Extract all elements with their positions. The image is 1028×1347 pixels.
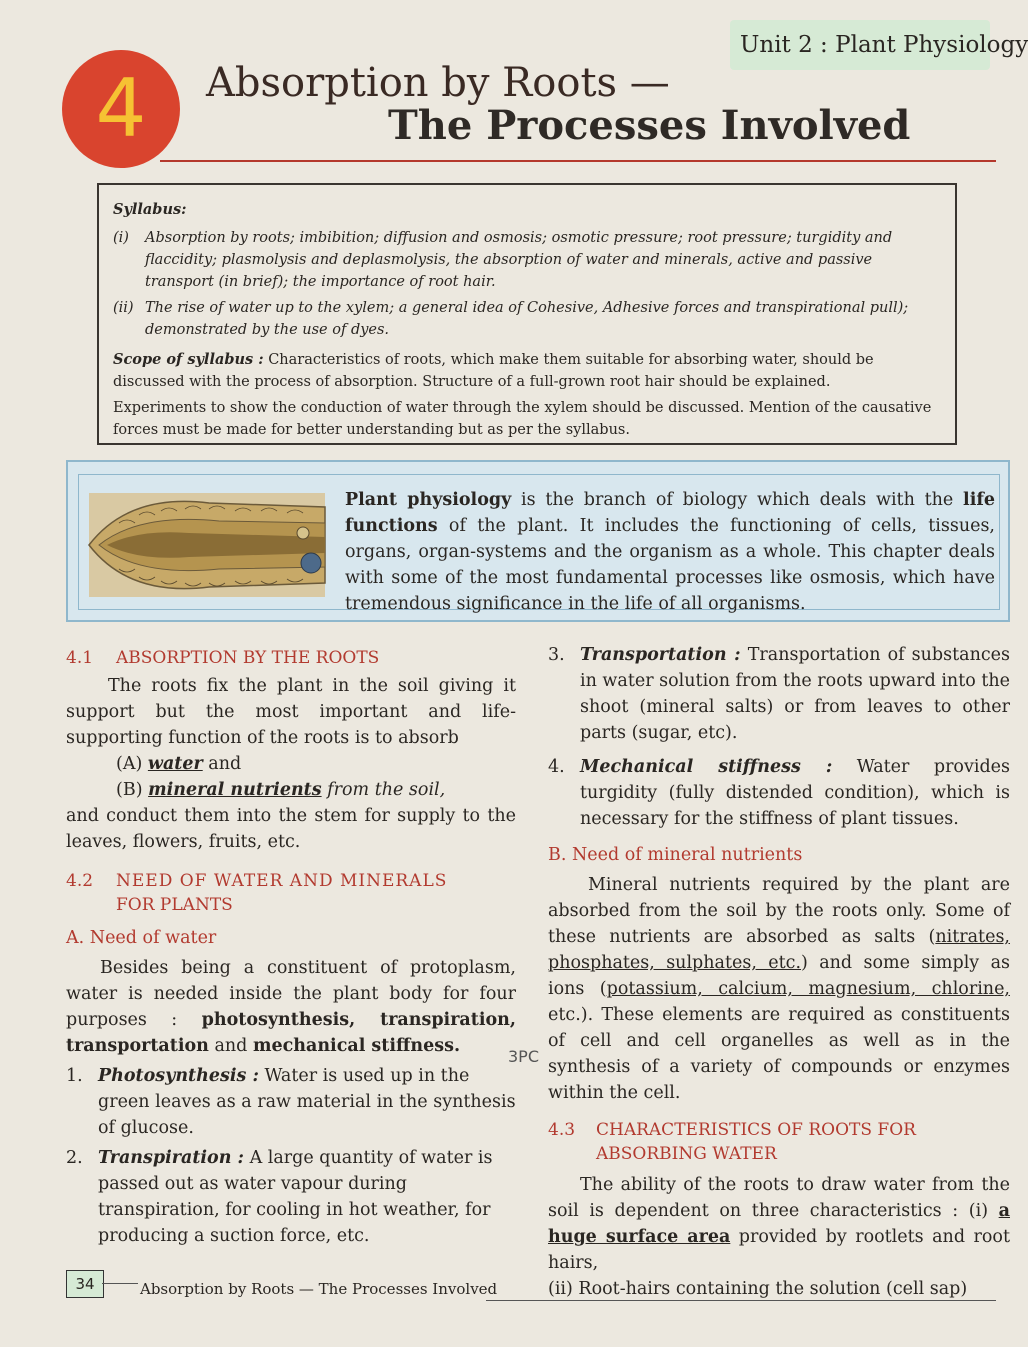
section-4-3-heading bbox=[548, 1118, 1010, 1166]
section-title: ABSORPTION BY THE ROOTS bbox=[116, 648, 380, 668]
title-divider bbox=[160, 160, 996, 162]
item-b-term: mineral nutrients bbox=[148, 780, 322, 800]
intro-box bbox=[66, 460, 1010, 622]
ion-examples: potassium, calcium, magnesium, chlorine, bbox=[606, 979, 1010, 999]
intro-term-life-functions: life functions bbox=[345, 490, 996, 536]
list-number: 2. bbox=[66, 1148, 83, 1168]
syllabus-item-number: (i) bbox=[113, 230, 129, 246]
experiments-paragraph: Experiments to show the conduction of water through the xylem should be discussed. Mention of the causative forces must be made for better understanding but as per the syllabus. bbox=[113, 400, 932, 438]
syllabus-item bbox=[113, 297, 941, 341]
running-footer-title: Absorption by Roots — The Processes Involved bbox=[140, 1280, 498, 1298]
syllabus-item-text: The rise of water up to the xylem; a general idea of Cohesive, Adhesive forces and transpirational pull); demonstrated by the use of dyes. bbox=[145, 300, 909, 338]
list-text bbox=[580, 754, 1010, 832]
section-number: 4.1 bbox=[66, 648, 94, 668]
list-term: Transpiration : bbox=[98, 1148, 245, 1168]
mineral-nutrients-paragraph bbox=[548, 872, 1010, 1106]
subsection-a-heading: A. Need of water bbox=[66, 928, 217, 948]
syllabus-item-text: Absorption by roots; imbibition; diffusion and osmosis; osmotic pressure; root pressure; turgidity and flaccidity; plasmolysis and deplasmolysis, the absorption of water and minerals, active and passive transport (in brief); the importance of root hair. bbox=[145, 230, 893, 290]
syllabus-heading: Syllabus: bbox=[113, 201, 187, 218]
list-term: Transportation : bbox=[580, 645, 741, 665]
scope-label: Scope of syllabus : bbox=[113, 351, 264, 368]
syllabus-box bbox=[97, 183, 957, 445]
list-term: Photosynthesis : bbox=[98, 1066, 259, 1086]
left-column bbox=[66, 645, 516, 1249]
section-title-continued: ABSORBING WATER bbox=[596, 1144, 777, 1164]
list-number: 1. bbox=[66, 1066, 83, 1086]
salt-examples: nitrates, phosphates, sulphates, etc. bbox=[548, 927, 1010, 973]
syllabus-item-number: (ii) bbox=[113, 300, 134, 316]
item-a-rest: and bbox=[202, 754, 242, 774]
need-of-water-text: Besides being a constituent of protoplasm, water is needed inside the plant body for four purposes : bbox=[66, 958, 516, 1030]
intro-paragraph bbox=[345, 487, 995, 617]
section-number: 4.3 bbox=[548, 1120, 576, 1140]
item-a-term: water bbox=[147, 754, 203, 774]
unit-label: Unit 2 : Plant Physiology bbox=[730, 20, 990, 70]
list-text bbox=[98, 1063, 516, 1141]
section-title-continued: FOR PLANTS bbox=[116, 895, 233, 915]
list-item-transportation bbox=[548, 642, 1010, 746]
section-4-2-heading bbox=[66, 869, 516, 917]
list-number: 3. bbox=[548, 645, 565, 665]
footer-rule bbox=[486, 1300, 996, 1301]
mineral-text-1: Mineral nutrients required by the plant are absorbed from the soil by the roots only. Some of these nutrients are absorbed as salts ( bbox=[548, 875, 1010, 947]
section-4-3-item-ii: (ii) Root-hairs containing the solution (cell sap) bbox=[548, 1279, 968, 1299]
and-text: and bbox=[208, 1036, 253, 1056]
section-4-1-continuation: and conduct them into the stem for supply to the leaves, flowers, fruits, etc. bbox=[66, 806, 516, 852]
list-item-transpiration bbox=[66, 1145, 516, 1249]
list-term: Mechanical stiffness : bbox=[580, 757, 833, 777]
list-number: 4. bbox=[548, 757, 565, 777]
section-4-3-paragraph bbox=[548, 1172, 1010, 1276]
item-a-label: (A) bbox=[116, 754, 143, 774]
four-purposes: photosynthesis, transpiration, transportation bbox=[66, 1010, 516, 1056]
root-cross-section-illustration bbox=[89, 493, 325, 597]
intro-text-2: of the plant. It includes the functioning of cells, tissues, organs, organ-systems and the organism as a whole. This chapter deals with some of the most fundamental processes like osmosis, which have tremendous significance in the life of all organisms. bbox=[345, 516, 995, 614]
section-title: NEED OF WATER AND MINERALS bbox=[116, 871, 448, 891]
intro-term-plant-physiology: Plant physiology bbox=[345, 490, 512, 510]
right-column bbox=[548, 642, 1010, 1302]
footer-rule-left bbox=[102, 1283, 138, 1284]
chapter-number-badge: 4 bbox=[62, 50, 180, 168]
section-4-1-heading bbox=[66, 645, 516, 671]
subsection-b-heading: B. Need of mineral nutrients bbox=[548, 845, 803, 865]
section-4-1-paragraph: The roots fix the plant in the soil giving it support but the most important and life-supporting function of the roots is to absorb bbox=[66, 676, 516, 748]
list-text bbox=[580, 642, 1010, 746]
mineral-text-2: ) and some simply as ions ( bbox=[548, 953, 1010, 999]
characteristics-text-2: provided by rootlets and root hairs, bbox=[548, 1227, 1010, 1273]
list-description: Water provides turgidity (fully distended condition), which is necessary for the stiffness of plant tissues. bbox=[580, 757, 1010, 829]
need-of-water-paragraph bbox=[66, 955, 516, 1059]
list-text bbox=[98, 1145, 516, 1249]
mineral-text-3: etc.). These elements are required as constituents of cell and cell organelles as well as in the synthesis of a variety of compounds or enzymes within the cell. bbox=[548, 1005, 1010, 1103]
item-a-water bbox=[66, 751, 516, 777]
list-description: Water is used up in the green leaves as a raw material in the synthesis of glucose. bbox=[98, 1066, 516, 1138]
characteristics-text-1: The ability of the roots to draw water from the soil is dependent on three characteristics : (i) bbox=[548, 1175, 1010, 1221]
section-title: CHARACTERISTICS OF ROOTS FOR bbox=[596, 1120, 916, 1140]
mechanical-stiffness-term: mechanical stiffness. bbox=[252, 1036, 461, 1056]
item-b-label: (B) bbox=[116, 780, 143, 800]
handwritten-margin-note: 3PC bbox=[508, 1047, 539, 1066]
syllabus-item bbox=[113, 227, 941, 293]
list-description: Transportation of substances in water solution from the roots upward into the shoot (mineral salts) or from leaves to other parts (sugar, etc). bbox=[580, 645, 1010, 743]
list-item-mechanical-stiffness bbox=[548, 754, 1010, 832]
section-number: 4.2 bbox=[66, 871, 94, 891]
page-number: 34 bbox=[66, 1270, 104, 1298]
huge-surface-area-term: a huge surface area bbox=[548, 1201, 1010, 1247]
chapter-title-line2: The Processes Involved bbox=[388, 102, 911, 149]
scope-paragraph bbox=[113, 349, 941, 393]
item-b-rest: from the soil, bbox=[321, 780, 446, 800]
list-description: A large quantity of water is passed out as water vapour during transpiration, for cooling in hot weather, for producing a suction force, etc. bbox=[98, 1148, 493, 1246]
list-item-photosynthesis bbox=[66, 1063, 516, 1141]
chapter-title-line1: Absorption by Roots — bbox=[206, 60, 670, 106]
item-b-minerals bbox=[66, 777, 516, 803]
intro-inner-frame bbox=[78, 474, 1000, 614]
intro-text-1: is the branch of biology which deals with the bbox=[511, 490, 964, 510]
scope-text: Characteristics of roots, which make them suitable for absorbing water, should be discussed with the process of absorption. Structure of a full-grown root hair should be explained. bbox=[113, 352, 874, 390]
